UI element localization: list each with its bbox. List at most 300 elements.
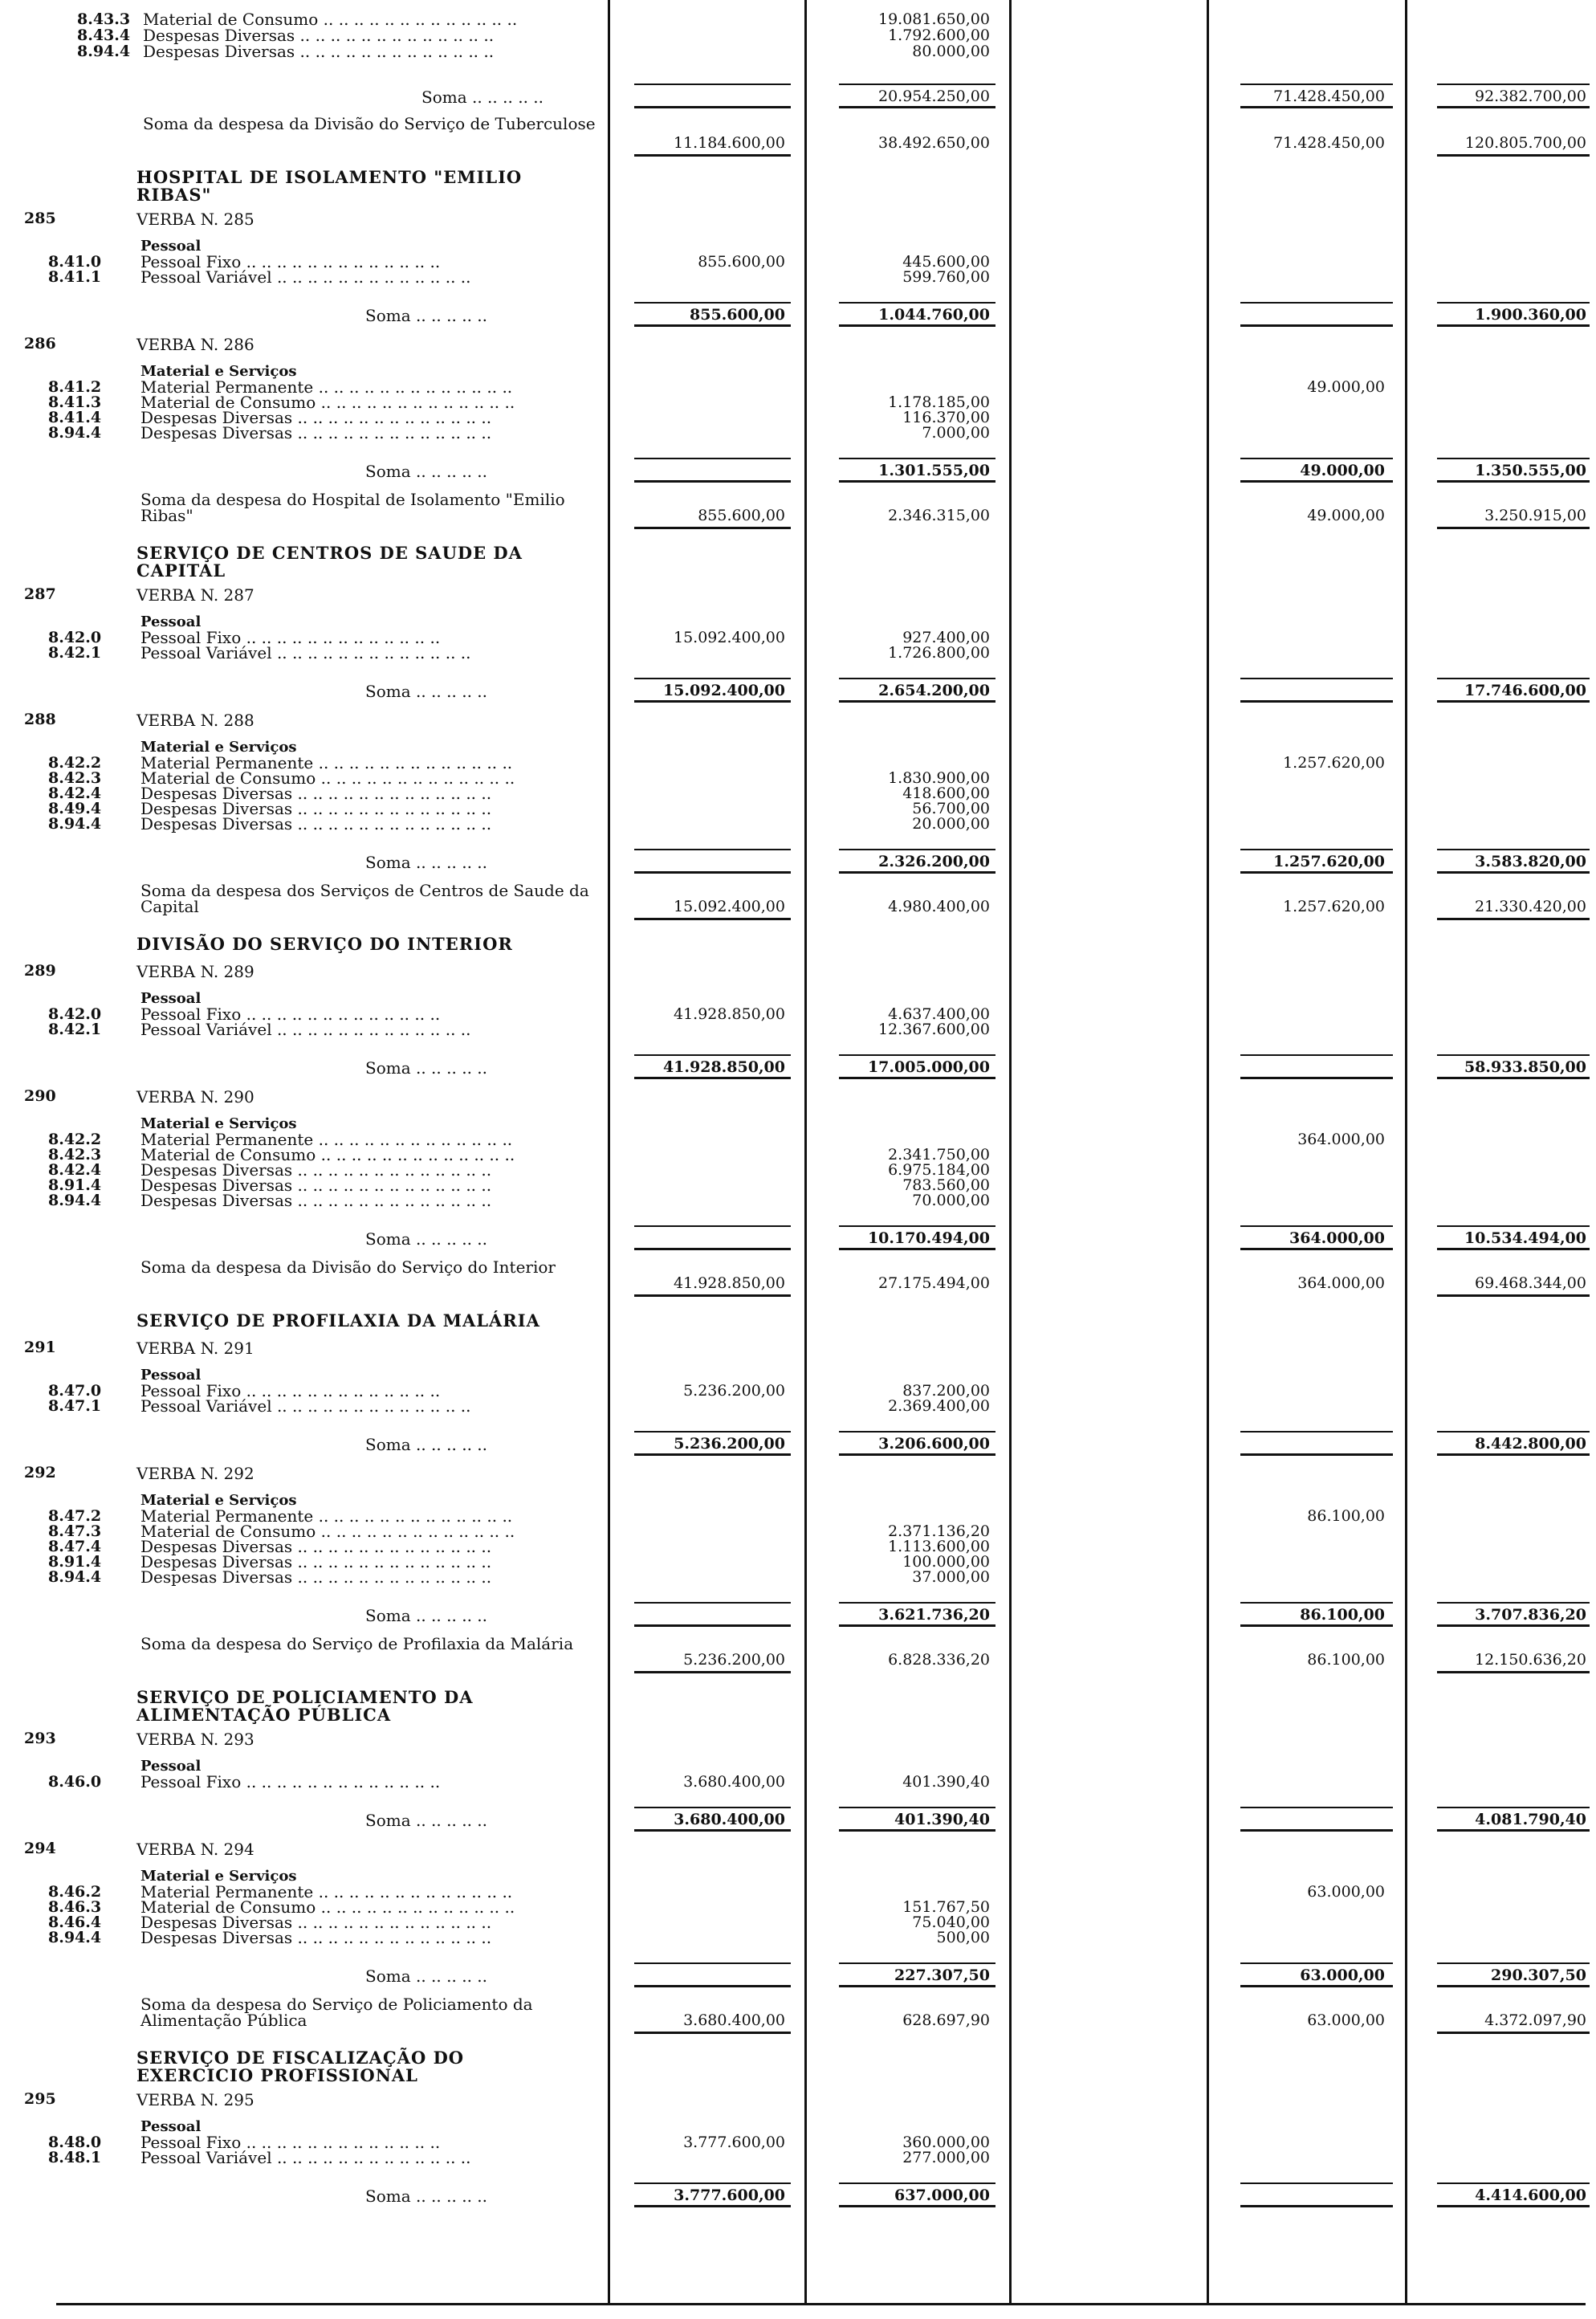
sum-rule-c4	[1240, 458, 1393, 459]
item-value-c4: 86.100,00	[1307, 1507, 1385, 1525]
item-label: Material de Consumo .. .. .. .. .. .. .. .. .. .. .. .. ..	[140, 393, 515, 412]
item-value-c2: 837.200,00	[902, 1382, 990, 1400]
soma-value-c1: 5.236.200,00	[674, 1435, 785, 1453]
sum-rule-c4	[1240, 1077, 1393, 1079]
verba-number: 290	[24, 1087, 56, 1105]
item-code: 8.42.1	[48, 1021, 102, 1038]
item-code: 8.43.3	[77, 10, 131, 28]
bottom-rule	[56, 2303, 1586, 2305]
item-value-c1: 41.928.850,00	[673, 1005, 785, 1023]
sum-rule-c5	[1437, 480, 1590, 483]
verba-number: 294	[24, 1840, 56, 1857]
total-value-c1: 11.184.600,00	[673, 134, 785, 152]
item-value-c2: 37.000,00	[912, 1568, 990, 1586]
total-rule	[1437, 154, 1590, 157]
sum-rule-c1	[634, 84, 791, 85]
sum-rule-c5	[1437, 106, 1590, 108]
verba-title: VERBA N. 294	[136, 1840, 254, 1859]
item-label: Despesas Diversas .. .. .. .. .. .. .. .. .. .. .. .. ..	[140, 784, 492, 803]
total-rule	[1437, 1671, 1590, 1673]
sum-rule-c1	[634, 849, 791, 850]
item-label: Despesas Diversas .. .. .. .. .. .. .. .. .. .. .. .. ..	[140, 1928, 492, 1947]
item-label: Pessoal Fixo .. .. .. .. .. .. .. .. .. .. .. .. ..	[140, 628, 441, 647]
item-code: 8.94.4	[48, 424, 102, 442]
verba-number: 287	[24, 585, 56, 603]
item-label: Despesas Diversas .. .. .. .. .. .. .. .. .. .. .. .. ..	[140, 1913, 492, 1932]
group-label: Material e Serviços	[140, 739, 297, 756]
soma-value-c5: 10.534.494,00	[1464, 1229, 1586, 1247]
sum-rule-c4	[1240, 1985, 1393, 1987]
sum-rule-c1	[634, 1248, 791, 1250]
sum-rule-c5	[1437, 1077, 1590, 1079]
sum-rule-c2	[839, 480, 995, 483]
sum-rule-c4	[1240, 1431, 1393, 1433]
soma-value-c2: 20.954.250,00	[877, 88, 990, 105]
item-value-c1: 5.236.200,00	[683, 1382, 785, 1400]
item-code: 8.42.1	[48, 644, 102, 662]
soma-value-c5: 4.081.790,40	[1475, 1811, 1586, 1828]
section-heading: SERVIÇO DE PROFILAXIA DA MALÁRIA	[136, 1310, 540, 1331]
item-code: 8.94.4	[48, 1929, 102, 1946]
sum-rule-c2	[839, 1962, 995, 1964]
item-code: 8.47.0	[48, 1382, 102, 1400]
sum-rule-c4	[1240, 849, 1393, 850]
item-value-c2: 445.600,00	[902, 253, 990, 271]
item-value-c2: 1.830.900,00	[888, 769, 990, 787]
soma-value-c2: 2.326.200,00	[878, 853, 990, 870]
sum-rule-c4	[1240, 1248, 1393, 1250]
soma-label: Soma .. .. .. .. ..	[365, 2187, 487, 2206]
sum-rule-c1	[634, 1077, 791, 1079]
soma-value-c5: 17.746.600,00	[1464, 682, 1586, 699]
column-rule-2	[804, 0, 807, 2305]
sum-rule-c4	[1240, 1807, 1393, 1808]
sum-rule-c4	[1240, 1624, 1393, 1627]
item-value-c2: 116.370,00	[902, 409, 990, 426]
item-code: 8.42.4	[48, 1161, 102, 1179]
verba-number: 289	[24, 962, 56, 980]
soma-value-c1: 3.680.400,00	[674, 1811, 785, 1828]
soma-label: Soma .. .. .. .. ..	[365, 462, 487, 481]
sum-rule-c1	[634, 1985, 791, 1987]
sum-rule-c2	[839, 871, 995, 874]
total-rule	[634, 154, 791, 157]
total-rule	[634, 1671, 791, 1673]
soma-value-c4: 1.257.620,00	[1273, 853, 1385, 870]
item-value-c2: 1.726.800,00	[888, 644, 990, 662]
sum-rule-c2	[839, 2205, 995, 2207]
group-label: Material e Serviços	[140, 1115, 297, 1132]
column-rule-5	[1405, 0, 1407, 2305]
sum-rule-c2	[839, 1077, 995, 1079]
total-rule	[634, 527, 791, 529]
total-value-c5: 12.150.636,20	[1474, 1651, 1586, 1669]
item-value-c2: 6.975.184,00	[888, 1161, 990, 1179]
sum-rule-c4	[1240, 871, 1393, 874]
sum-rule-c1	[634, 1829, 791, 1832]
item-label: Pessoal Variável .. .. .. .. .. .. .. .. .. .. .. .. ..	[140, 267, 471, 287]
total-value-c2: 4.980.400,00	[888, 898, 990, 915]
soma-label: Soma .. .. .. .. ..	[365, 1811, 487, 1830]
sum-rule-c2	[839, 1225, 995, 1227]
sum-rule-c2	[839, 678, 995, 679]
item-label: Pessoal Fixo .. .. .. .. .. .. .. .. .. .. .. .. ..	[140, 1005, 441, 1024]
sum-rule-c5	[1437, 1225, 1590, 1227]
verba-number: 293	[24, 1730, 56, 1747]
sum-rule-c1	[634, 871, 791, 874]
item-code: 8.47.3	[48, 1522, 102, 1540]
item-value-c2: 151.767,50	[902, 1898, 990, 1916]
sum-rule-c5	[1437, 1602, 1590, 1604]
total-label: Soma da despesa do Serviço de Profilaxia da Malária	[140, 1634, 574, 1653]
total-value-c2: 2.346.315,00	[888, 507, 990, 524]
item-value-c2: 20.000,00	[912, 815, 990, 833]
sum-rule-c4	[1240, 106, 1393, 108]
item-value-c2: 100.000,00	[902, 1553, 990, 1571]
item-code: 8.42.3	[48, 1146, 102, 1164]
sum-rule-c2	[839, 1624, 995, 1627]
sum-rule-c4	[1240, 2182, 1393, 2184]
soma-value-c4: 364.000,00	[1289, 1229, 1385, 1247]
item-label: Material de Consumo .. .. .. .. .. .. .. .. .. .. .. .. ..	[140, 768, 515, 788]
item-label: Material Permanente .. .. .. .. .. .. .. .. .. .. .. .. ..	[140, 1882, 513, 1901]
sum-rule-c5	[1437, 1624, 1590, 1627]
column-rule-3	[1009, 0, 1012, 2305]
soma-value-c4: 63.000,00	[1300, 1966, 1385, 1984]
soma-value-c2: 10.170.494,00	[867, 1229, 990, 1247]
total-rule	[634, 1294, 791, 1297]
section-heading: SERVIÇO DE POLICIAMENTO DA ALIMENTAÇÃO PÚBLICA	[136, 1687, 474, 1725]
sum-rule-c5	[1437, 324, 1590, 327]
sum-rule-c5	[1437, 1248, 1590, 1250]
soma-value-c5: 92.382.700,00	[1474, 88, 1586, 105]
sum-rule-c5	[1437, 1962, 1590, 1964]
sum-rule-c5	[1437, 678, 1590, 679]
item-code: 8.46.2	[48, 1883, 102, 1901]
item-code: 8.42.0	[48, 629, 102, 646]
soma-value-c2: 3.621.736,20	[878, 1606, 990, 1624]
sum-rule-c2	[839, 2182, 995, 2184]
sum-rule-c4	[1240, 2205, 1393, 2207]
item-value-c4: 49.000,00	[1307, 378, 1385, 396]
soma-value-c5: 290.307,50	[1491, 1966, 1586, 1984]
item-value-c2: 2.369.400,00	[888, 1397, 990, 1415]
item-code: 8.49.4	[48, 800, 102, 817]
sum-rule-c4	[1240, 1453, 1393, 1456]
item-value-c2: 2.341.750,00	[888, 1146, 990, 1164]
item-label: Material Permanente .. .. .. .. .. .. .. .. .. .. .. .. ..	[140, 1130, 513, 1149]
item-value-c2: 70.000,00	[912, 1192, 990, 1209]
sum-rule-c1	[634, 1431, 791, 1433]
total-value-c4: 63.000,00	[1307, 2011, 1385, 2029]
sum-rule-c5	[1437, 1985, 1590, 1987]
item-code: 8.41.0	[48, 253, 102, 271]
sum-rule-c1	[634, 678, 791, 679]
item-label: Pessoal Variável .. .. .. .. .. .. .. .. .. .. .. .. ..	[140, 1396, 471, 1416]
item-code: 8.47.4	[48, 1538, 102, 1555]
item-label: Despesas Diversas .. .. .. .. .. .. .. .. .. .. .. .. ..	[140, 1537, 492, 1556]
item-value-c4: 364.000,00	[1297, 1131, 1385, 1148]
total-value-c2: 6.828.336,20	[888, 1651, 990, 1669]
sum-rule-c4	[1240, 1054, 1393, 1056]
item-code: 8.46.4	[48, 1913, 102, 1931]
sum-rule-c2	[839, 84, 995, 85]
sum-rule-c5	[1437, 2182, 1590, 2184]
total-value-c2: 628.697,90	[902, 2011, 990, 2029]
total-value-c1: 15.092.400,00	[673, 898, 785, 915]
total-value-c5: 4.372.097,90	[1484, 2011, 1586, 2029]
total-value-c1: 41.928.850,00	[673, 1274, 785, 1292]
total-rule	[634, 2032, 791, 2034]
soma-value-c2: 2.654.200,00	[878, 682, 990, 699]
sum-rule-c5	[1437, 1453, 1590, 1456]
sum-rule-c5	[1437, 700, 1590, 703]
sum-rule-c2	[839, 1054, 995, 1056]
item-label: Material de Consumo .. .. .. .. .. .. .. .. .. .. .. .. ..	[140, 1145, 515, 1164]
group-label: Material e Serviços	[140, 1492, 297, 1509]
item-value-c2: 418.600,00	[902, 785, 990, 802]
item-code: 8.42.2	[48, 754, 102, 772]
item-label: Material de Consumo .. .. .. .. .. .. .. .. .. .. .. .. ..	[140, 1522, 515, 1541]
group-label: Pessoal	[140, 613, 202, 630]
item-label: Despesas Diversas .. .. .. .. .. .. .. .. .. .. .. .. ..	[143, 42, 495, 61]
sum-rule-c2	[839, 1807, 995, 1808]
item-label: Despesas Diversas .. .. .. .. .. .. .. .. .. .. .. .. ..	[140, 1552, 492, 1571]
group-label: Pessoal	[140, 990, 202, 1007]
total-value-c2: 27.175.494,00	[877, 1274, 990, 1292]
item-value-c2: 1.792.600,00	[888, 26, 990, 44]
item-value-c2: 277.000,00	[902, 2149, 990, 2166]
column-rule-1	[608, 0, 610, 2305]
item-value-c2: 1.113.600,00	[888, 1538, 990, 1555]
verba-title: VERBA N. 292	[136, 1464, 254, 1483]
soma-value-c2: 227.307,50	[894, 1966, 990, 1984]
item-label: Pessoal Fixo .. .. .. .. .. .. .. .. .. .. .. .. ..	[140, 2133, 441, 2152]
sum-rule-c2	[839, 324, 995, 327]
item-label: Despesas Diversas .. .. .. .. .. .. .. .. .. .. .. .. ..	[140, 1567, 492, 1587]
item-value-c4: 1.257.620,00	[1283, 754, 1385, 772]
sum-rule-c2	[839, 1453, 995, 1456]
soma-value-c4: 71.428.450,00	[1272, 88, 1385, 105]
total-rule	[1437, 527, 1590, 529]
item-code: 8.48.1	[48, 2149, 102, 2166]
item-value-c2: 56.700,00	[912, 800, 990, 817]
sum-rule-c4	[1240, 700, 1393, 703]
item-label: Material Permanente .. .. .. .. .. .. .. .. .. .. .. .. ..	[140, 377, 513, 397]
soma-value-c5: 1.900.360,00	[1475, 306, 1586, 324]
sum-rule-c5	[1437, 2205, 1590, 2207]
soma-value-c5: 1.350.555,00	[1475, 462, 1586, 479]
item-code: 8.46.3	[48, 1898, 102, 1916]
group-label: Material e Serviços	[140, 363, 297, 380]
item-value-c2: 19.081.650,00	[877, 10, 990, 28]
soma-label: Soma .. .. .. .. ..	[365, 1229, 487, 1249]
sum-rule-c5	[1437, 1054, 1590, 1056]
sum-rule-c1	[634, 2182, 791, 2184]
sum-rule-c1	[634, 1624, 791, 1627]
verba-title: VERBA N. 295	[136, 2090, 254, 2109]
total-value-c5: 21.330.420,00	[1474, 898, 1586, 915]
sum-rule-c1	[634, 302, 791, 304]
group-label: Pessoal	[140, 1758, 202, 1775]
total-value-c4: 364.000,00	[1297, 1274, 1385, 1292]
sum-rule-c1	[634, 2205, 791, 2207]
item-value-c2: 2.371.136,20	[888, 1522, 990, 1540]
item-value-c2: 75.040,00	[912, 1913, 990, 1931]
item-code: 8.41.1	[48, 268, 102, 286]
sum-rule-c5	[1437, 84, 1590, 85]
section-heading: SERVIÇO DE FISCALIZAÇÃO DO EXERCICIO PROFISSIONAL	[136, 2048, 465, 2085]
soma-label: Soma .. .. .. .. ..	[365, 1606, 487, 1625]
item-label: Pessoal Variável .. .. .. .. .. .. .. .. .. .. .. .. ..	[140, 643, 471, 662]
sum-rule-c2	[839, 1602, 995, 1604]
total-value-c2: 38.492.650,00	[877, 134, 990, 152]
item-label: Pessoal Fixo .. .. .. .. .. .. .. .. .. .. .. .. ..	[140, 252, 441, 271]
verba-number: 286	[24, 335, 56, 353]
sum-rule-c5	[1437, 849, 1590, 850]
item-label: Material de Consumo .. .. .. .. .. .. .. .. .. .. .. .. ..	[140, 1897, 515, 1917]
item-code: 8.42.2	[48, 1131, 102, 1148]
verba-number: 295	[24, 2090, 56, 2108]
section-heading: HOSPITAL DE ISOLAMENTO "EMILIO RIBAS"	[136, 167, 523, 205]
item-value-c1: 855.600,00	[698, 253, 785, 271]
item-label: Pessoal Variável .. .. .. .. .. .. .. .. .. .. .. .. ..	[140, 2148, 471, 2167]
sum-rule-c1	[634, 106, 791, 108]
total-value-c1: 5.236.200,00	[683, 1651, 785, 1669]
sum-rule-c4	[1240, 324, 1393, 327]
column-rule-4	[1207, 0, 1209, 2305]
item-value-c2: 1.178.185,00	[888, 393, 990, 411]
verba-title: VERBA N. 285	[136, 210, 254, 229]
item-label: Despesas Diversas .. .. .. .. .. .. .. .. .. .. .. .. ..	[140, 1191, 492, 1210]
total-value-c4: 1.257.620,00	[1283, 898, 1385, 915]
item-code: 8.42.3	[48, 769, 102, 787]
item-code: 8.46.0	[48, 1773, 102, 1791]
item-label: Despesas Diversas .. .. .. .. .. .. .. .. .. .. .. .. ..	[140, 799, 492, 818]
item-code: 8.91.4	[48, 1176, 102, 1194]
section-heading: SERVIÇO DE CENTROS DE SAUDE DA CAPITAL	[136, 543, 523, 581]
sum-rule-c4	[1240, 302, 1393, 304]
item-label: Despesas Diversas .. .. .. .. .. .. .. .. .. .. .. .. ..	[140, 1176, 492, 1195]
sum-rule-c4	[1240, 1962, 1393, 1964]
sum-rule-c1	[634, 700, 791, 703]
item-value-c1: 3.680.400,00	[683, 1773, 785, 1791]
verba-title: VERBA N. 287	[136, 585, 254, 605]
item-value-c2: 12.367.600,00	[877, 1021, 990, 1038]
item-label: Despesas Diversas .. .. .. .. .. .. .. .. .. .. .. .. ..	[140, 423, 492, 442]
soma-value-c5: 3.707.836,20	[1475, 1606, 1586, 1624]
item-code: 8.94.4	[48, 1192, 102, 1209]
sum-rule-c5	[1437, 1829, 1590, 1832]
total-value-c5: 3.250.915,00	[1484, 507, 1586, 524]
verba-title: VERBA N. 293	[136, 1730, 254, 1749]
soma-value-c2: 1.044.760,00	[878, 306, 990, 324]
item-value-c1: 15.092.400,00	[673, 629, 785, 646]
item-code: 8.41.4	[48, 409, 102, 426]
item-value-c2: 599.760,00	[902, 268, 990, 286]
verba-title: VERBA N. 291	[136, 1339, 254, 1358]
soma-value-c2: 401.390,40	[894, 1811, 990, 1828]
soma-label: Soma .. .. .. .. ..	[365, 1966, 487, 1986]
item-value-c2: 500,00	[936, 1929, 990, 1946]
sum-rule-c1	[634, 1225, 791, 1227]
total-rule	[634, 918, 791, 920]
soma-value-c4: 49.000,00	[1300, 462, 1385, 479]
item-label: Pessoal Variável .. .. .. .. .. .. .. .. .. .. .. .. ..	[140, 1020, 471, 1039]
soma-value-c5: 8.442.800,00	[1475, 1435, 1586, 1453]
verba-title: VERBA N. 290	[136, 1087, 254, 1107]
item-label: Pessoal Fixo .. .. .. .. .. .. .. .. .. .. .. .. ..	[140, 1772, 441, 1791]
section-heading: DIVISÃO DO SERVIÇO DO INTERIOR	[136, 934, 513, 954]
item-code: 8.91.4	[48, 1553, 102, 1571]
soma-value-c2: 17.005.000,00	[867, 1058, 990, 1076]
item-code: 8.42.4	[48, 785, 102, 802]
total-value-c1: 3.680.400,00	[683, 2011, 785, 2029]
sum-rule-c2	[839, 458, 995, 459]
soma-value-c5: 3.583.820,00	[1475, 853, 1586, 870]
group-label: Material e Serviços	[140, 1868, 297, 1885]
soma-label: Soma .. .. .. .. ..	[365, 1435, 487, 1454]
group-label: Pessoal	[140, 238, 202, 255]
sum-rule-c1	[634, 1602, 791, 1604]
item-value-c2: 80.000,00	[912, 43, 990, 60]
total-label: Soma da despesa do Hospital de Isolamento "Emilio Ribas"	[140, 490, 565, 525]
item-code: 8.48.0	[48, 2134, 102, 2151]
verba-number: 285	[24, 210, 56, 227]
soma-value-c2: 3.206.600,00	[878, 1435, 990, 1453]
verba-title: VERBA N. 286	[136, 335, 254, 354]
total-label: Soma da despesa dos Serviços de Centros de Saude da Capital	[140, 881, 589, 916]
soma-label: Soma .. .. .. .. ..	[365, 853, 487, 872]
soma-value-c1: 855.600,00	[690, 306, 785, 324]
sum-rule-c2	[839, 302, 995, 304]
item-label: Despesas Diversas .. .. .. .. .. .. .. .. .. .. .. .. ..	[140, 408, 492, 427]
soma-value-c1: 41.928.850,00	[662, 1058, 785, 1076]
sum-rule-c2	[839, 700, 995, 703]
soma-label: Soma .. .. .. .. ..	[365, 682, 487, 701]
sum-rule-c1	[634, 1453, 791, 1456]
sum-rule-c4	[1240, 84, 1393, 85]
sum-rule-c1	[634, 1054, 791, 1056]
verba-number: 291	[24, 1339, 56, 1356]
item-value-c2: 7.000,00	[922, 424, 990, 442]
group-label: Pessoal	[140, 2118, 202, 2135]
item-label: Despesas Diversas .. .. .. .. .. .. .. .. .. .. .. .. ..	[140, 814, 492, 833]
sum-rule-c2	[839, 1248, 995, 1250]
item-value-c1: 3.777.600,00	[683, 2134, 785, 2151]
soma-value-c2: 1.301.555,00	[878, 462, 990, 479]
item-value-c2: 783.560,00	[902, 1176, 990, 1194]
sum-rule-c5	[1437, 1431, 1590, 1433]
total-value-c1: 855.600,00	[698, 507, 785, 524]
item-label: Pessoal Fixo .. .. .. .. .. .. .. .. .. .. .. .. ..	[140, 1381, 441, 1400]
sum-rule-c1	[634, 480, 791, 483]
soma-value-c5: 58.933.850,00	[1464, 1058, 1586, 1076]
sum-rule-c2	[839, 106, 995, 108]
item-value-c2: 360.000,00	[902, 2134, 990, 2151]
item-label: Material Permanente .. .. .. .. .. .. .. .. .. .. .. .. ..	[140, 753, 513, 772]
sum-rule-c5	[1437, 1807, 1590, 1808]
item-label: Despesas Diversas .. .. .. .. .. .. .. .. .. .. .. .. ..	[143, 26, 495, 45]
total-value-c5: 69.468.344,00	[1474, 1274, 1586, 1292]
sum-rule-c2	[839, 849, 995, 850]
sum-rule-c4	[1240, 480, 1393, 483]
item-code: 8.94.4	[48, 1568, 102, 1586]
item-code: 8.41.3	[48, 393, 102, 411]
total-label: Soma da despesa da Divisão do Serviço do Interior	[140, 1257, 556, 1277]
total-label: Soma da despesa do Serviço de Policiamento da Alimentação Pública	[140, 1995, 533, 2030]
sum-rule-c2	[839, 1829, 995, 1832]
